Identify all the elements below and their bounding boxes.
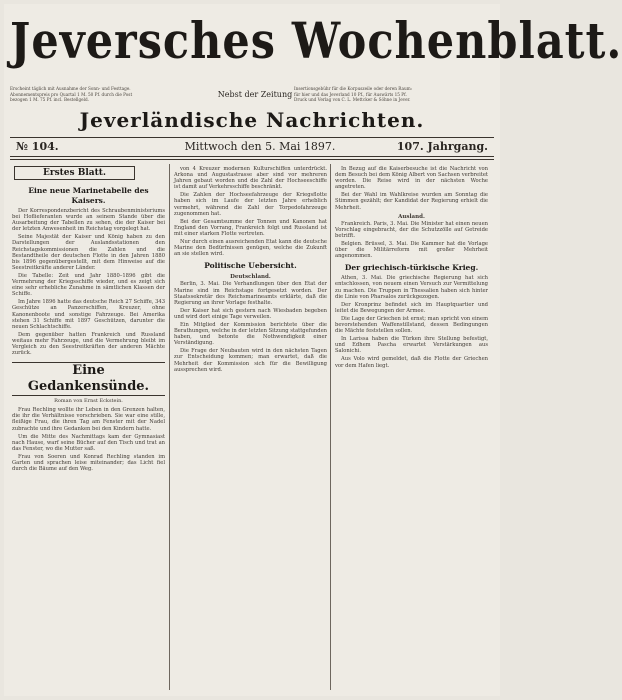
- masthead-title: Jeversches Wochenblatt.: [10, 13, 622, 71]
- paragraph: In Larissa haben die Türken ihre Stellung befestigt, und Edhem Pascha erwartet Verstärkungen aus Salonichi.: [335, 336, 488, 355]
- feuilleton-title: Eine Gedankensünde.: [12, 362, 165, 396]
- paragraph: Dem gegenüber hatten Frankreich und Russland weitaus mehr Fahrzeuge, und die Vermehrung bleibt im Vergleich zu den Seestreitkräften der anderen Mächte zurück.: [12, 331, 165, 357]
- paragraph: Um die Mitte des Nachmittags kam der Gymnasiast nach Hause, warf seine Bücher auf den Tisch und trat an das Fenster, wo die Mutter saß.: [12, 433, 165, 452]
- paragraph: Frau Rechling wollte ihr Leben in den Grenzen halten, die ihr die Verhältnisse vorschrieben. Sie war eine stille, fleißige Frau, die ihren Tag am Fenster mit der Nadel zubrachte und ihre Gedanken bei den Kindern hatte.: [12, 407, 165, 432]
- paragraph: Der Kronprinz befindet sich im Hauptquartier und leitet die Bewegungen der Armee.: [335, 301, 488, 314]
- paragraph: Der Kaiser hat sich gestern nach Wiesbaden begeben und wird dort einige Tage verweilen.: [174, 307, 327, 320]
- article-title-politics: Politische Uebersicht.: [204, 261, 297, 271]
- supplement-note: Nebst der Zeitung: [217, 90, 293, 99]
- volume-year: 107. Jahrgang.: [396, 140, 488, 153]
- issue-number: № 104.: [16, 140, 59, 153]
- section-box-title: Erstes Blatt.: [14, 166, 135, 180]
- header-rule-top: [10, 137, 494, 138]
- insertion-note: Insertionsgebühr für die Korpuszeile oder deren Raum: für hier und das Jeverland 10 Pf., für Auswärts 15 Pf. Druck und Verlag von C. L. Mettcker & Söhne in Jever.: [294, 86, 413, 103]
- paragraph: In Bezug auf die Kaiserbesuche ist die Nachricht von dem Besuch bei dem König Albert von Sachsen verbreitet worden. Die Reise wird in der nächsten Woche angetreten.: [335, 166, 488, 191]
- article-title-marine: Eine neue Marinetabelle des Kaisers.: [28, 186, 149, 205]
- paragraph: Bei der Gesamtsumme der Tonnen und Kanonen hat England den Vorrang, Frankreich folgt und Russland ist mit einer starken Flotte vertreten.: [174, 218, 327, 237]
- paragraph: Der Korrespondenzbericht des Schraubenministeriums bei Hoflieferanten wurde an seinem Stande über die Ausarbeitung der Tabellen zu sehen, die der Kaiser bei der letzten Anwesenheit im Reichstag vorgelegt hat.: [12, 208, 165, 233]
- paragraph: Die Frage der Neubauten wird in den nächsten Tagen zur Entscheidung kommen; man erwartet, daß die Mehrheit der Kommission sich für die Bewilligung aussprechen wird.: [174, 348, 327, 373]
- column-1: [12, 166, 165, 690]
- column-2: [174, 166, 327, 690]
- header-rule-bottom: [10, 156, 494, 157]
- subsection-title-abroad: Ausland.: [398, 213, 425, 220]
- paragraph: Athen, 3. Mai. Die griechische Regierung hat sich entschlossen, von neuem einen Versuch zur Vermittelung zu machen. Die Truppen in Thessalien haben sich hinter die Linie von Pharsalos zurückgezogen.: [335, 275, 488, 300]
- paragraph: Ein Mitglied der Kommission berichtete über die Berathungen, welche in der letzten Sitzung stattgefunden haben, und betonte die Nothwendigkeit einer Verständigung.: [174, 321, 328, 347]
- paragraph: Aus Volo wird gemeldet, daß die Flotte der Griechen vor dem Hafen liegt.: [335, 356, 488, 369]
- paragraph: Frankreich. Paris, 3. Mai. Die Minister hat einen neuen Vorschlag eingebracht, der die Schutzzölle auf Getreide betrifft.: [335, 220, 488, 239]
- paragraph: Frau von Soeren und Konrad Rechling standen im Garten und sprachen leise miteinander; das Licht fiel durch die Bäume auf den Weg.: [12, 453, 165, 473]
- paragraph: Im Jahre 1896 hatte das deutsche Reich 27 Schiffe, 343 Geschütze an Panzerschiffen, Kreuzer, ohne Kanonenboote und sonstige Fahrzeuge. Bei Amerika stehen 31 Schiffe mit 1897 Geschützen, darunter die neuen Schlachtschiffe.: [12, 299, 165, 330]
- subscription-note: Erscheint täglich mit Ausnahme der Sonn- und Festtage. Abonnementspreis pro Quartal 1 M. 50 Pf. durch die Post bezogen 1 M. 75 Pf. incl. Bestellgeld.: [10, 86, 133, 103]
- paragraph: Die Tabelle: Zeit und Jahr 1880–1896 gibt die Vermehrung der Kriegsschiffe wieder, und es zeigt sich eine sehr erhebliche Zunahme in sämtlichen Klassen der Schiffe.: [12, 272, 165, 298]
- newspaper-page: [4, 4, 622, 696]
- issue-date: Mittwoch den 5. Mai 1897.: [184, 140, 336, 153]
- paragraph: Berlin, 3. Mai. Die Verhandlungen über den Etat der Marine sind im Reichstage fortgesetzt worden. Der Staatssekretär des Reichsmarineamts erklärte, daß die Regierung an ihrer Vorlage festhalte.: [174, 281, 327, 306]
- dateline: [10, 140, 494, 154]
- paragraph: Die Zahlen der Hochseefahrzeuge der Kriegsflotte haben sich im Laufe der letzten Jahre erheblich vermehrt, während die Zahl der Torpedofahrzeuge zugenommen hat.: [174, 192, 327, 217]
- paragraph: Die Lage der Griechen ist ernst; man spricht von einem bevorstehenden Waffenstillstand, dessen Bedingungen die Mächte feststellen sollen.: [335, 315, 488, 335]
- feuilleton-byline: Roman von Ernst Eckstein.: [54, 398, 123, 405]
- paragraph: Bei der Wahl im Wahlkreise wurden am Sonntag die Stimmen gezählt; der Kandidat der Regierung erhielt die Mehrheit.: [335, 192, 488, 211]
- paragraph: Belgien. Brüssel, 3. Mai. Die Kammer hat die Vorlage über die Militärreform mit großer Mehrheit angenommen.: [335, 241, 488, 260]
- article-title-war: Der griechisch-türkische Krieg.: [344, 263, 479, 273]
- header-rule-double: [10, 159, 494, 160]
- column-rule-2: [330, 164, 331, 690]
- secondary-title: Jeverländische Nachrichten.: [79, 108, 425, 132]
- paragraph: von 4 Kreuzer modernen Kulturschiffen unterdrückt. Arkona und Augustastrasse aber sind vor mehreren Jahren gebaut worden und die Zahl der Hochseeschiffe ist damit auf Verkehrsschiffe beschränkt.: [174, 166, 327, 191]
- column-rule-1: [169, 164, 170, 690]
- paragraph: Seine Majestät der Kaiser und König haben zu den Darstellungen der Auslandsstationen den Reichstagskommissionen die Zahlen und die Bestandtheile der deutschen Flotte in den Jahren 1880 bis 1896 gegenübergestellt, mit dem Hinweise auf die Seestreitkräfte anderer Länder.: [12, 234, 165, 271]
- paragraph: Nur durch einen ausreichenden Etat kann die deutsche Marine den Bedürfnissen genügen, welche die Zukunft an sie stellen wird.: [174, 239, 327, 258]
- column-3: [335, 166, 488, 690]
- subsection-title-germany: Deutschland.: [230, 274, 271, 281]
